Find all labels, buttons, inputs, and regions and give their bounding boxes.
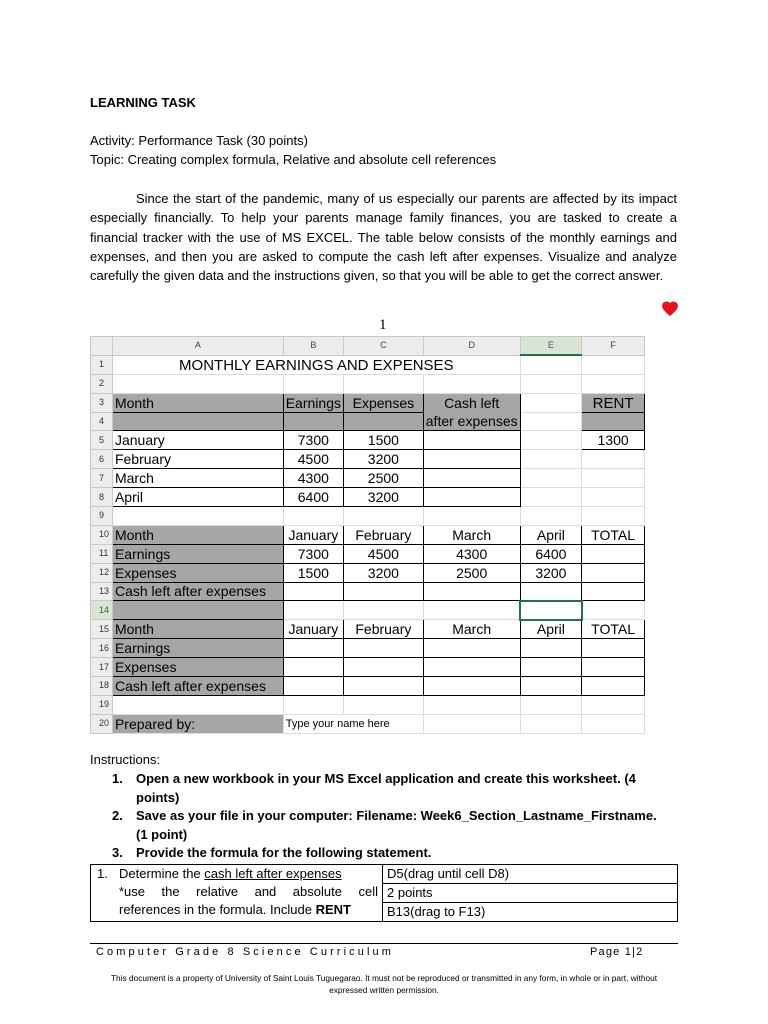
sheet-title[interactable]: MONTHLY EARNINGS AND EXPENSES (112, 355, 520, 374)
cell[interactable] (520, 431, 582, 450)
cell[interactable] (112, 374, 283, 393)
column-header-a[interactable]: A (112, 337, 283, 356)
instructions-list (112, 770, 682, 863)
month-cell[interactable]: March (112, 469, 283, 488)
task-determine: Determine the (119, 866, 205, 881)
cell[interactable] (112, 507, 283, 526)
row-number[interactable]: 11 (91, 544, 113, 563)
t2-earnings-total[interactable] (582, 544, 645, 563)
cell[interactable] (520, 639, 582, 658)
t2-expenses-cell[interactable]: 1500 (283, 563, 343, 582)
t3-label-cash-left[interactable]: Cash left after expenses (112, 677, 283, 696)
cell[interactable] (283, 695, 343, 714)
t2-label-expenses[interactable]: Expenses (112, 563, 283, 582)
month-cell[interactable]: April (112, 488, 283, 507)
t2-expenses-cell[interactable]: 3200 (343, 563, 423, 582)
cell[interactable] (283, 601, 343, 620)
t2-month-header[interactable]: April (520, 525, 582, 544)
column-header-b[interactable]: B (283, 337, 343, 356)
task-right-cell: B13(drag to F13) (383, 903, 678, 922)
t2-cash-left-total[interactable] (582, 582, 645, 601)
task-note-rent: RENT (315, 902, 351, 917)
cell[interactable] (423, 374, 520, 393)
cash-left-cell[interactable] (423, 450, 520, 469)
instruction-text (136, 807, 682, 844)
cell[interactable] (582, 412, 645, 431)
t2-total-header[interactable]: TOTAL (582, 525, 645, 544)
heart-icon (661, 300, 679, 318)
select-all-corner[interactable] (91, 337, 113, 356)
footer-divider (90, 943, 678, 944)
cell[interactable] (283, 507, 343, 526)
earnings-cell[interactable]: 7300 (283, 431, 343, 450)
instruction-number: 2. (112, 808, 123, 823)
cell[interactable] (582, 469, 645, 488)
t2-label-earnings[interactable]: Earnings (112, 544, 283, 563)
cell[interactable] (283, 412, 343, 431)
cell[interactable] (112, 412, 283, 431)
t3-month-header[interactable]: January (283, 620, 343, 639)
row-number[interactable]: 15 (91, 620, 113, 639)
header-expenses[interactable]: Expenses (343, 393, 423, 412)
cell[interactable] (582, 714, 645, 733)
t2-cash-left-cell[interactable] (343, 582, 423, 601)
cell[interactable] (582, 639, 645, 658)
cash-left-cell[interactable] (423, 431, 520, 450)
row-number[interactable]: 13 (91, 582, 113, 601)
cell[interactable] (520, 658, 582, 677)
cell[interactable] (343, 412, 423, 431)
intro-paragraph: Since the start of the pandemic, many of us especially our parents are affected by its impact especially financially. To help your parents manage family finances, you are tasked to create a financial tracker with the use of MS EXCEL. The table below consists of the monthly earnings and expenses, and then you are asked to compute the cash left after expenses. Visualize and analyze carefully the given data and the instructions given, so that you will be able to get the correct answer. (90, 191, 677, 284)
instruction-prefix: Save as your file in your computer: Filename (136, 808, 413, 823)
row-number[interactable]: 10 (91, 525, 113, 544)
cell[interactable] (582, 677, 645, 696)
cell[interactable] (423, 714, 520, 733)
row-number[interactable]: 9 (91, 507, 113, 526)
row-number[interactable]: 19 (91, 695, 113, 714)
instruction-colon: : (412, 808, 421, 823)
topic-line: Topic: Creating complex formula, Relative and absolute cell references (90, 152, 497, 167)
t2-earnings-cell[interactable]: 4500 (343, 544, 423, 563)
column-header-f[interactable]: F (582, 337, 645, 356)
cell[interactable] (582, 601, 645, 620)
cell[interactable] (423, 658, 520, 677)
t2-earnings-cell[interactable]: 6400 (520, 544, 582, 563)
row-number[interactable]: 20 (91, 714, 113, 733)
cell[interactable] (520, 677, 582, 696)
task-body (119, 865, 378, 919)
t2-earnings-cell[interactable]: 4300 (423, 544, 520, 563)
instruction-points: (1 point) (136, 826, 188, 842)
cell[interactable] (520, 733, 582, 734)
cell[interactable] (343, 677, 423, 696)
t2-cash-left-cell[interactable] (283, 582, 343, 601)
rent-value[interactable]: 1300 (582, 431, 645, 450)
header-rent[interactable]: RENT (582, 393, 645, 412)
t3-label-expenses[interactable]: Expenses (112, 658, 283, 677)
row-number-partial[interactable] (91, 733, 113, 734)
t3-total-header[interactable]: TOTAL (582, 620, 645, 639)
column-header-e[interactable]: E (520, 337, 582, 356)
cell[interactable] (423, 677, 520, 696)
cell[interactable] (283, 639, 343, 658)
t2-month-header[interactable]: January (283, 525, 343, 544)
instruction-item (112, 844, 682, 863)
t3-month-header[interactable]: March (423, 620, 520, 639)
cell[interactable] (283, 374, 343, 393)
t3-month-header[interactable]: February (343, 620, 423, 639)
cell[interactable] (343, 374, 423, 393)
row-number[interactable]: 6 (91, 450, 113, 469)
cell[interactable] (112, 695, 283, 714)
cell[interactable] (520, 469, 582, 488)
row-number[interactable]: 7 (91, 469, 113, 488)
cell[interactable] (520, 355, 582, 374)
cell[interactable] (343, 601, 423, 620)
cell[interactable] (520, 450, 582, 469)
cell[interactable] (582, 488, 645, 507)
instruction-number: 3. (112, 845, 123, 860)
row-number[interactable]: 3 (91, 393, 113, 412)
cell[interactable] (283, 733, 343, 734)
t2-label-cash-left[interactable]: Cash left after expenses (112, 582, 283, 601)
cell[interactable] (520, 374, 582, 393)
cell[interactable] (520, 507, 582, 526)
t2-cash-left-cell[interactable] (423, 582, 520, 601)
expenses-cell[interactable]: 1500 (343, 431, 423, 450)
cell[interactable] (520, 695, 582, 714)
cell[interactable] (582, 733, 645, 734)
t3-label-earnings[interactable]: Earnings (112, 639, 283, 658)
task-right-cell: D5(drag until cell D8) (383, 865, 678, 884)
cell[interactable] (520, 488, 582, 507)
cell[interactable] (520, 393, 582, 412)
instruction-item (112, 807, 682, 844)
page-marker: 1 (379, 317, 387, 333)
row-number[interactable]: 18 (91, 677, 113, 696)
row-number[interactable]: 17 (91, 658, 113, 677)
cell[interactable] (582, 658, 645, 677)
column-header-c[interactable]: C (343, 337, 423, 356)
cell[interactable] (423, 733, 520, 734)
t2-expenses-cell[interactable]: 2500 (423, 563, 520, 582)
cell[interactable] (343, 507, 423, 526)
cell[interactable] (423, 601, 520, 620)
footer-page: Page 1|2 (590, 946, 644, 958)
cell[interactable] (582, 507, 645, 526)
name-input-cell[interactable]: Type your name here (283, 714, 423, 733)
cell[interactable] (423, 695, 520, 714)
row-number[interactable]: 8 (91, 488, 113, 507)
cell[interactable] (582, 355, 645, 374)
instruction-item (112, 770, 682, 807)
instructions-heading: Instructions: (90, 752, 161, 767)
cell[interactable] (343, 639, 423, 658)
cash-left-cell[interactable] (423, 469, 520, 488)
cell[interactable] (582, 374, 645, 393)
row-number[interactable]: 1 (91, 355, 113, 374)
row-number[interactable]: 14 (91, 601, 113, 620)
footer-course: Computer Grade 8 Science Curriculum (96, 946, 395, 958)
cell[interactable] (423, 639, 520, 658)
learning-task-heading: LEARNING TASK (90, 95, 196, 110)
header-cash-left-line2[interactable]: after expenses (423, 412, 520, 431)
cash-left-cell[interactable] (423, 488, 520, 507)
formula-task-table (90, 864, 678, 922)
header-earnings[interactable]: Earnings (283, 393, 343, 412)
header-cash-left[interactable]: Cash left (423, 393, 520, 412)
row-number[interactable]: 4 (91, 412, 113, 431)
task-number: 1. (97, 866, 108, 881)
month-cell[interactable]: January (112, 431, 283, 450)
earnings-cell[interactable]: 4300 (283, 469, 343, 488)
task-description-cell (91, 865, 383, 922)
cell[interactable] (582, 695, 645, 714)
task-note: *use the relative and absolute cell references in the formula. Include (119, 884, 378, 917)
t2-month-header[interactable]: March (423, 525, 520, 544)
activity-line: Activity: Performance Task (30 points) (90, 133, 308, 148)
t3-month-header[interactable]: April (520, 620, 582, 639)
footer-disclaimer: This document is a property of University of Saint Louis Tuguegarao. It must not be reproduced or transmitted in any form, in whole or in part, without expressed written permission. (110, 973, 658, 995)
row-number[interactable]: 2 (91, 374, 113, 393)
cell[interactable] (283, 658, 343, 677)
earnings-cell[interactable]: 6400 (283, 488, 343, 507)
earnings-cell[interactable]: 4500 (283, 450, 343, 469)
cell[interactable] (582, 450, 645, 469)
active-cell-e14[interactable] (520, 601, 582, 620)
expenses-cell[interactable]: 3200 (343, 488, 423, 507)
task-underlined: cash left after expenses (204, 866, 342, 881)
t3-label-month[interactable]: Month (112, 620, 283, 639)
cell[interactable] (112, 733, 283, 734)
row-number[interactable]: 12 (91, 563, 113, 582)
t2-expenses-cell[interactable]: 3200 (520, 563, 582, 582)
header-month[interactable]: Month (112, 393, 283, 412)
t2-month-header[interactable]: February (343, 525, 423, 544)
instruction-number: 1. (112, 771, 123, 786)
cell[interactable] (343, 733, 423, 734)
column-header-d[interactable]: D (423, 337, 520, 356)
month-cell[interactable]: February (112, 450, 283, 469)
cell[interactable] (283, 677, 343, 696)
prepared-by-label[interactable]: Prepared by: (112, 714, 283, 733)
cell[interactable] (112, 601, 283, 620)
t2-earnings-cell[interactable]: 7300 (283, 544, 343, 563)
t2-label-month[interactable]: Month (112, 525, 283, 544)
instruction-text: Provide the formula for the following statement. (136, 845, 432, 860)
expenses-cell[interactable]: 3200 (343, 450, 423, 469)
cell[interactable] (343, 658, 423, 677)
task-right-cell: 2 points (383, 884, 678, 903)
t2-cash-left-cell[interactable] (520, 582, 582, 601)
cell[interactable] (423, 507, 520, 526)
filename-format: Week6_Section_Lastname_Firstname. (420, 808, 657, 823)
instruction-text: Open a new workbook in your MS Excel application and create this worksheet. (4 points) (136, 771, 636, 805)
cell[interactable] (520, 714, 582, 733)
row-number[interactable]: 5 (91, 431, 113, 450)
expenses-cell[interactable]: 2500 (343, 469, 423, 488)
cell[interactable] (343, 695, 423, 714)
spreadsheet-screenshot (90, 336, 645, 734)
row-number[interactable]: 16 (91, 639, 113, 658)
cell[interactable] (520, 412, 582, 431)
t2-expenses-total[interactable] (582, 563, 645, 582)
